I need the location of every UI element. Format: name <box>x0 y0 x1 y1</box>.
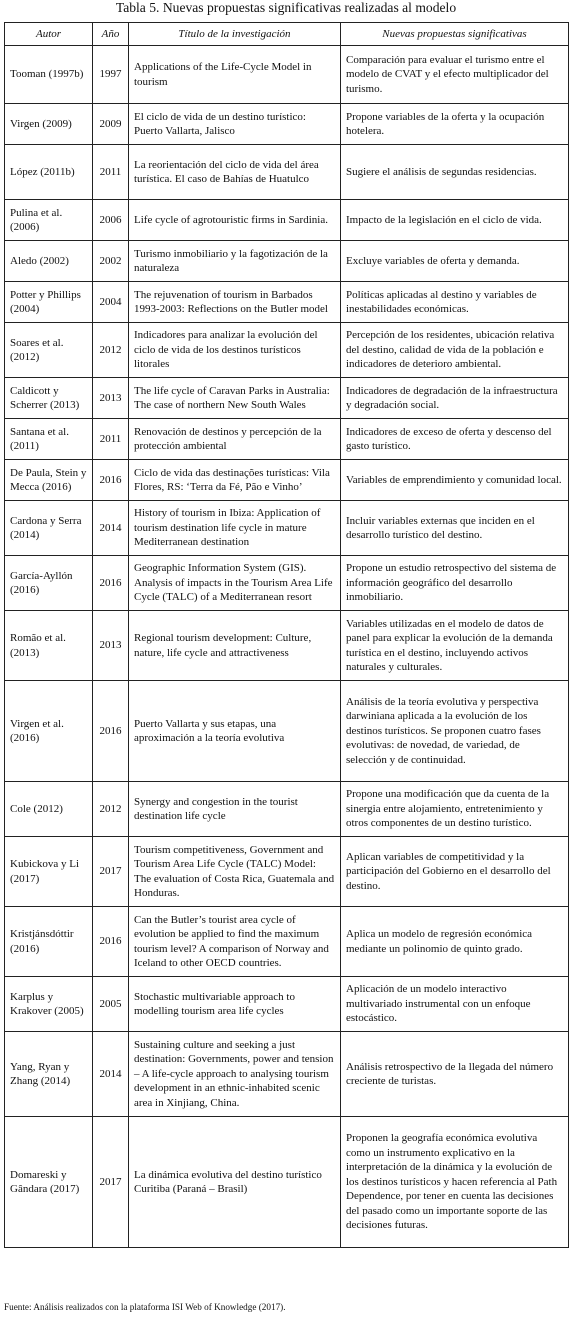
cell-author: Domareski y Gândara (2017) <box>5 1117 93 1248</box>
cell-proposal: Aplica un modelo de regresión económica mediante un polinomio de quinto grado. <box>341 907 569 977</box>
table-row <box>5 611 569 681</box>
cell-author: Caldicott y Scherrer (2013) <box>5 378 93 419</box>
table-row <box>5 1032 569 1117</box>
source-note: Fuente: Análisis realizados con la plataforma ISI Web of Knowledge (2017). <box>4 1302 286 1312</box>
cell-year: 2016 <box>93 907 129 977</box>
cell-title: The life cycle of Caravan Parks in Australia: The case of northern New South Wales <box>129 378 341 419</box>
cell-author: Romão et al. (2013) <box>5 611 93 681</box>
cell-title: Stochastic multivariable approach to modelling tourism area life cycles <box>129 977 341 1032</box>
cell-author: Kristjánsdóttir (2016) <box>5 907 93 977</box>
table-row <box>5 460 569 501</box>
cell-proposal: Indicadores de exceso de oferta y descenso del gasto turístico. <box>341 419 569 460</box>
table-row <box>5 977 569 1032</box>
cell-year: 2014 <box>93 1032 129 1117</box>
cell-author: Kubickova y Li (2017) <box>5 837 93 907</box>
cell-title: Regional tourism development: Culture, nature, life cycle and attractiveness <box>129 611 341 681</box>
cell-proposal: Propone una modificación que da cuenta de la sinergia entre alojamiento, entretenimiento y otros componentes de un destino turístico. <box>341 782 569 837</box>
table-row <box>5 782 569 837</box>
cell-year: 2014 <box>93 501 129 556</box>
cell-year: 2012 <box>93 782 129 837</box>
cell-proposal: Proponen la geografía económica evolutiva como un instrumento explicativo en la interpretación de la dinámica y la evolución de los destinos turísticos y hacen referencia al Path Dependence, por tener en cuenta las decisiones del pasado como un importante soporte de las decisiones futuras. <box>341 1117 569 1248</box>
cell-proposal: Aplican variables de competitividad y la participación del Gobierno en el desarrollo del destino. <box>341 837 569 907</box>
cell-year: 2002 <box>93 241 129 282</box>
cell-year: 2016 <box>93 681 129 782</box>
cell-author: Cardona y Serra (2014) <box>5 501 93 556</box>
header-title: Título de la investigación <box>129 23 341 46</box>
cell-author: Yang, Ryan y Zhang (2014) <box>5 1032 93 1117</box>
header-year: Año <box>93 23 129 46</box>
proposals-table <box>4 22 569 1248</box>
cell-title: Synergy and congestion in the tourist destination life cycle <box>129 782 341 837</box>
cell-year: 2017 <box>93 1117 129 1248</box>
table-row <box>5 556 569 611</box>
table-row <box>5 282 569 323</box>
cell-title: La dinámica evolutiva del destino turístico Curitiba (Paraná – Brasil) <box>129 1117 341 1248</box>
cell-title: History of tourism in Ibiza: Application of tourism destination life cycle in mature Mediterranean destination <box>129 501 341 556</box>
cell-author: Pulina et al. (2006) <box>5 200 93 241</box>
cell-title: Life cycle of agrotouristic firms in Sardinia. <box>129 200 341 241</box>
cell-title: Turismo inmobiliario y la fagotización de la naturaleza <box>129 241 341 282</box>
cell-author: García-Ayllón (2016) <box>5 556 93 611</box>
cell-proposal: Variables utilizadas en el modelo de datos de panel para explicar la evolución de la demanda turística en el destino, incluyendo activos naturales y culturales. <box>341 611 569 681</box>
cell-author: Aledo (2002) <box>5 241 93 282</box>
cell-author: Soares et al. (2012) <box>5 323 93 378</box>
cell-year: 2009 <box>93 104 129 145</box>
cell-year: 2017 <box>93 837 129 907</box>
cell-proposal: Sugiere el análisis de segundas residencias. <box>341 145 569 200</box>
cell-author: Cole (2012) <box>5 782 93 837</box>
cell-title: Indicadores para analizar la evolución del ciclo de vida de los destinos turísticos litorales <box>129 323 341 378</box>
cell-year: 1997 <box>93 46 129 104</box>
cell-year: 2004 <box>93 282 129 323</box>
cell-author: Virgen (2009) <box>5 104 93 145</box>
table-row <box>5 837 569 907</box>
table-header-row <box>5 23 569 46</box>
table-row <box>5 46 569 104</box>
cell-year: 2016 <box>93 460 129 501</box>
cell-year: 2005 <box>93 977 129 1032</box>
cell-proposal: Políticas aplicadas al destino y variables de inestabilidades económicas. <box>341 282 569 323</box>
cell-proposal: Percepción de los residentes, ubicación relativa del destino, calidad de vida de la población e indicadores de deterioro ambiental. <box>341 323 569 378</box>
cell-author: Virgen et al. (2016) <box>5 681 93 782</box>
cell-year: 2011 <box>93 419 129 460</box>
cell-title: Sustaining culture and seeking a just destination: Governments, power and tension – A life-cycle approach to analysing tourism development in an ethnic-inhabited scenic area in Xinjiang, China. <box>129 1032 341 1117</box>
cell-year: 2016 <box>93 556 129 611</box>
cell-author: Santana et al. (2011) <box>5 419 93 460</box>
cell-title: Ciclo de vida das destinações turísticas: Vila Flores, RS: ‘Terra da Fé, Pão e Vinho’ <box>129 460 341 501</box>
cell-year: 2013 <box>93 378 129 419</box>
table-caption: Tabla 5. Nuevas propuestas significativas realizadas al modelo <box>115 0 457 15</box>
table-row <box>5 323 569 378</box>
cell-title: El ciclo de vida de un destino turístico: Puerto Vallarta, Jalisco <box>129 104 341 145</box>
header-proposal: Nuevas propuestas significativas <box>341 23 569 46</box>
cell-proposal: Aplicación de un modelo interactivo multivariado instrumental con un enfoque estocástico. <box>341 977 569 1032</box>
table-row <box>5 1117 569 1248</box>
table-row <box>5 378 569 419</box>
table-row <box>5 241 569 282</box>
table-row <box>5 419 569 460</box>
cell-proposal: Variables de emprendimiento y comunidad local. <box>341 460 569 501</box>
cell-year: 2011 <box>93 145 129 200</box>
cell-year: 2012 <box>93 323 129 378</box>
table-row <box>5 501 569 556</box>
table-row <box>5 200 569 241</box>
cell-year: 2006 <box>93 200 129 241</box>
cell-proposal: Propone un estudio retrospectivo del sistema de información geográfico del desarrollo inmobiliario. <box>341 556 569 611</box>
cell-author: Karplus y Krakover (2005) <box>5 977 93 1032</box>
cell-author: López (2011b) <box>5 145 93 200</box>
cell-title: Geographic Information System (GIS). Analysis of impacts in the Tourism Area Life Cycle (TALC) of a Mediterranean resort <box>129 556 341 611</box>
cell-proposal: Comparación para evaluar el turismo entre el modelo de CVAT y el efecto multiplicador del turismo. <box>341 46 569 104</box>
table-row <box>5 104 569 145</box>
table-row <box>5 681 569 782</box>
cell-author: Potter y Phillips (2004) <box>5 282 93 323</box>
cell-proposal: Análisis retrospectivo de la llegada del número creciente de turistas. <box>341 1032 569 1117</box>
cell-proposal: Excluye variables de oferta y demanda. <box>341 241 569 282</box>
cell-proposal: Propone variables de la oferta y la ocupación hotelera. <box>341 104 569 145</box>
table-row <box>5 145 569 200</box>
cell-proposal: Impacto de la legislación en el ciclo de vida. <box>341 200 569 241</box>
header-author: Autor <box>5 23 93 46</box>
cell-title: Tourism competitiveness, Government and Tourism Area Life Cycle (TALC) Model: The evaluation of Costa Rica, Guatemala and Honduras. <box>129 837 341 907</box>
cell-author: De Paula, Stein y Mecca (2016) <box>5 460 93 501</box>
table-row <box>5 907 569 977</box>
cell-title: La reorientación del ciclo de vida del área turística. El caso de Bahías de Huatulco <box>129 145 341 200</box>
cell-year: 2013 <box>93 611 129 681</box>
cell-title: Can the Butler’s tourist area cycle of evolution be applied to find the maximum tourism level? A comparison of Norway and Iceland to other OECD countries. <box>129 907 341 977</box>
cell-title: Puerto Vallarta y sus etapas, una aproximación a la teoría evolutiva <box>129 681 341 782</box>
cell-proposal: Incluir variables externas que inciden en el desarrollo turístico del destino. <box>341 501 569 556</box>
cell-proposal: Indicadores de degradación de la infraestructura y degradación social. <box>341 378 569 419</box>
cell-title: The rejuvenation of tourism in Barbados 1993-2003: Reflections on the Butler model <box>129 282 341 323</box>
cell-proposal: Análisis de la teoría evolutiva y perspectiva darwiniana aplicada a la evolución de los destinos turísticos. Se proponen cuatro fases evolutivas: de novedad, de variedad, de selección y de continuidad. <box>341 681 569 782</box>
cell-title: Renovación de destinos y percepción de la protección ambiental <box>129 419 341 460</box>
cell-author: Tooman (1997b) <box>5 46 93 104</box>
cell-title: Applications of the Life-Cycle Model in tourism <box>129 46 341 104</box>
